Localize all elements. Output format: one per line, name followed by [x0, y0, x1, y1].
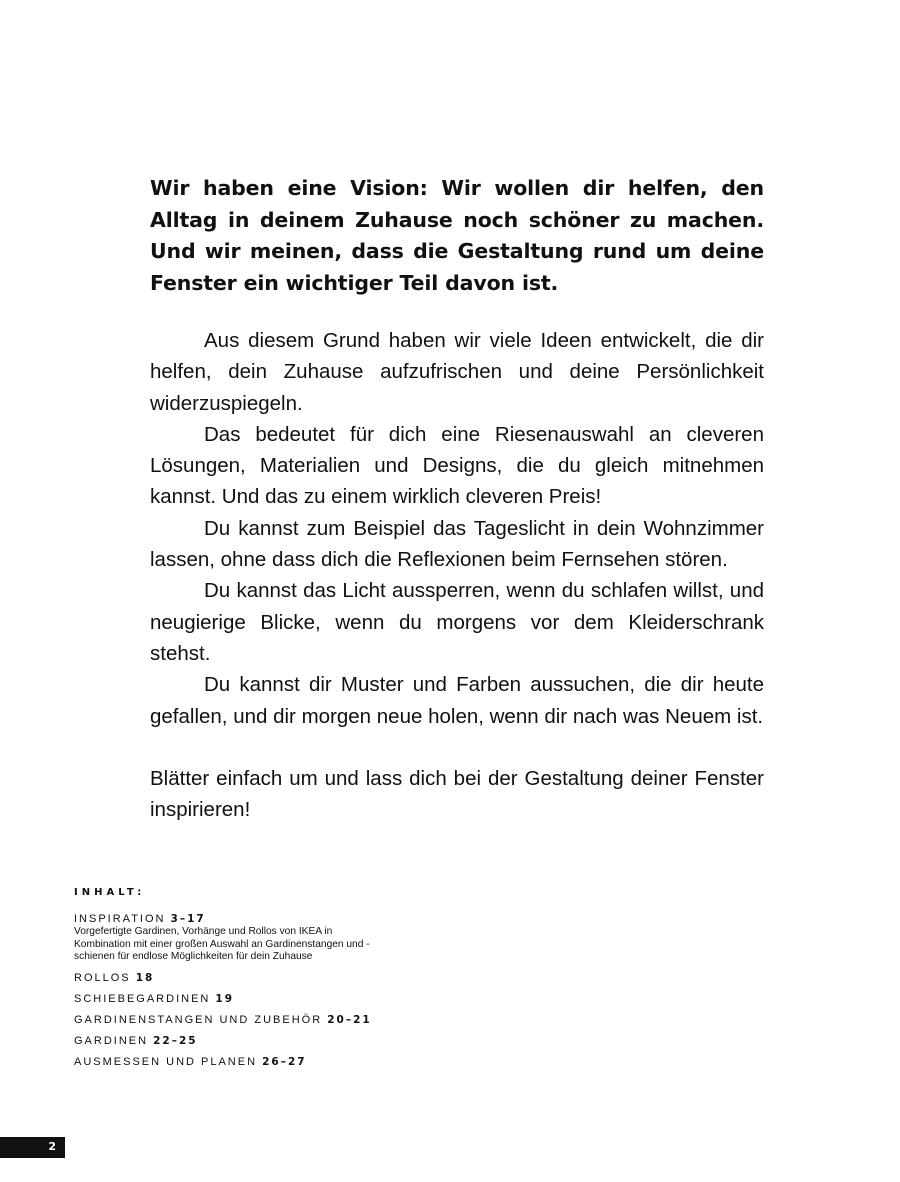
- intro-statement: Wir haben eine Vision: Wir wollen dir helfen, den Alltag in deinem Zuhause noch schöner zu machen. Und wir meinen, dass die Gestaltung rund um deine Fenster ein wichtiger Teil davon ist.: [150, 176, 764, 295]
- body-paragraph: Du kannst zum Beispiel das Tageslicht in dein Wohnzimmer lassen, ohne dass dich die Reflexionen beim Fernsehen stören.: [150, 516, 764, 572]
- toc-entry-pages: 26–27: [262, 1055, 307, 1068]
- toc-entry-title: GARDINEN: [74, 1034, 149, 1047]
- toc-entry-gardinenstangen[interactable]: [74, 1013, 394, 1027]
- page-number-tab: [0, 1137, 65, 1158]
- body-paragraph: Aus diesem Grund haben wir viele Ideen entwickelt, die dir helfen, dein Zuhause aufzufrischen und deine Persönlichkeit widerzuspiegeln.: [150, 329, 764, 415]
- toc-entry-inspiration[interactable]: [74, 912, 394, 964]
- toc-entry-pages: 3–17: [170, 913, 206, 925]
- toc-entry-pages: 19: [215, 992, 235, 1005]
- body-paragraph: Das bedeutet für dich eine Riesenauswahl an cleveren Lösungen, Materialien und Designs, die du gleich mitnehmen kannst. Und das zu einem wirklich cleveren Preis!: [150, 422, 764, 509]
- toc-entry-gardinen[interactable]: [74, 1034, 394, 1048]
- toc-entry-rollos[interactable]: [74, 971, 394, 985]
- toc-heading: INHALT:: [74, 887, 146, 898]
- table-of-contents: [74, 886, 394, 1076]
- toc-entry-pages: 18: [135, 971, 155, 984]
- toc-entry-title: INSPIRATION: [74, 913, 166, 925]
- closing-paragraph: Blätter einfach um und lass dich bei der Gestaltung deiner Fenster inspirieren!: [150, 766, 764, 822]
- toc-entry-ausmessen[interactable]: [74, 1055, 394, 1069]
- body-text: [150, 325, 764, 825]
- toc-entry-description: Vorgefertigte Gardinen, Vorhänge und Rollos von IKEA in Kombination mit einer großen Auswahl an Gardinenstangen und -schienen für endlose Möglichkeiten für dein Zuhause: [74, 926, 370, 962]
- toc-entry-title: GARDINENSTANGEN UND ZUBEHÖR: [74, 1013, 323, 1026]
- body-paragraph: Du kannst das Licht aussperren, wenn du schlafen willst, und neugierige Blicke, wenn du morgens vor dem Kleiderschrank stehst.: [150, 579, 764, 665]
- toc-entry-title: AUSMESSEN UND PLANEN: [74, 1055, 258, 1068]
- toc-entry-title: ROLLOS: [74, 971, 131, 984]
- toc-entry-pages: 22–25: [153, 1034, 198, 1047]
- toc-entry-schiebegardinen[interactable]: [74, 992, 394, 1006]
- body-paragraph: Du kannst dir Muster und Farben aussuchen, die dir heute gefallen, und dir morgen neue holen, wenn dir nach was Neuem ist.: [150, 673, 764, 728]
- toc-entry-title: SCHIEBEGARDINEN: [74, 992, 211, 1005]
- page-number: 2: [48, 1140, 56, 1153]
- toc-entry-pages: 20–21: [327, 1013, 372, 1026]
